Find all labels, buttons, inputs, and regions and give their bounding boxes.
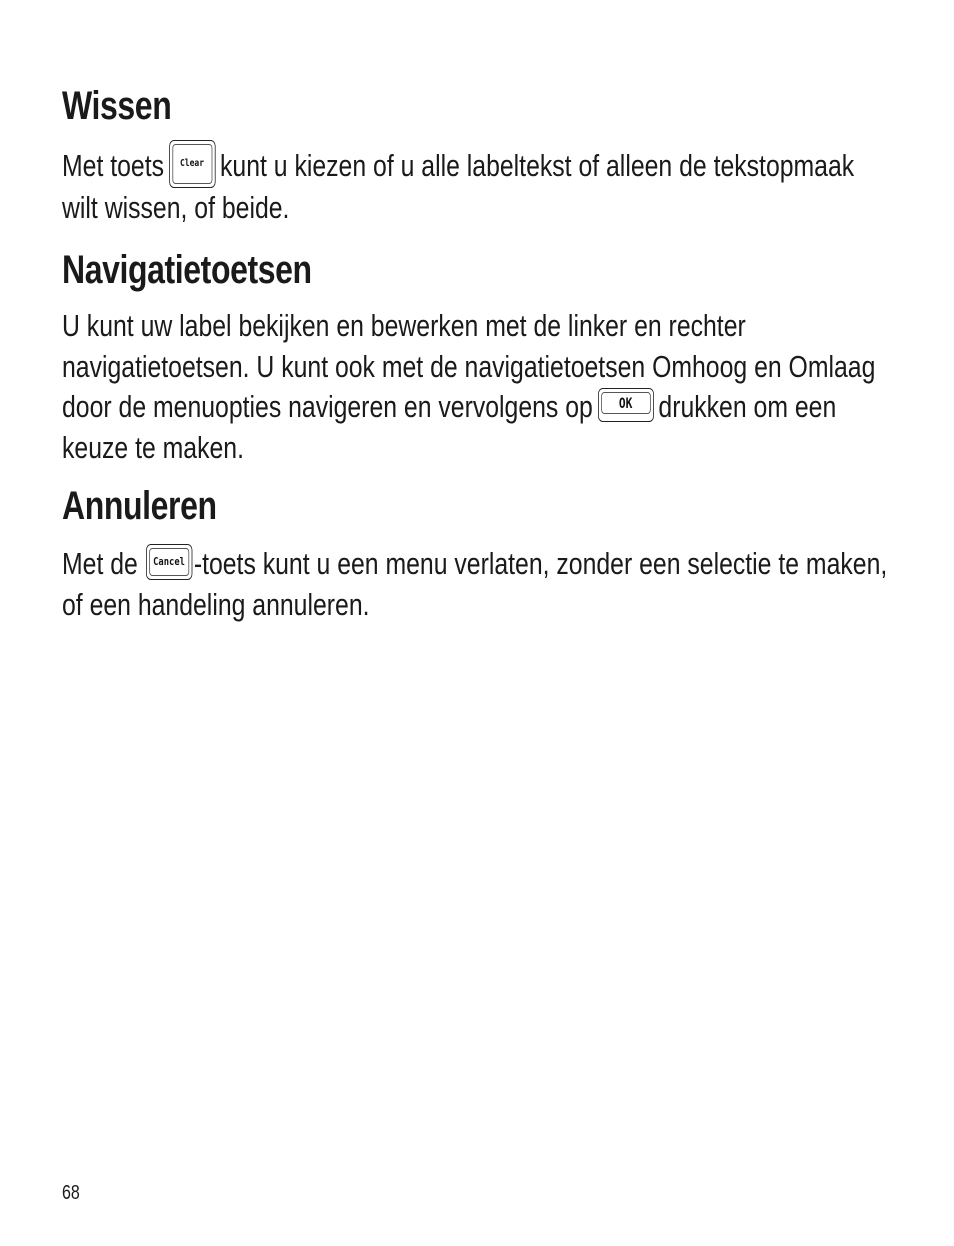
- heading-wissen: Wissen: [62, 84, 172, 128]
- clear-key-icon: Clear: [169, 140, 215, 188]
- cancel-key-icon: Cancel: [146, 544, 192, 580]
- wissen-paragraph-line-2: wilt wissen, of beide.: [62, 189, 290, 225]
- section-wissen: [62, 84, 922, 228]
- section-navigatietoetsen: [62, 248, 922, 468]
- navigatie-paragraph-line-4: keuze te maken.: [62, 429, 244, 465]
- ok-key-icon: OK: [598, 388, 654, 422]
- annuleren-paragraph-line-1: Met de Cancel -toets kunt u een menu verlaten, zonder een selectie te maken,: [62, 544, 922, 585]
- navigatie-paragraph-line-1: U kunt uw label bekijken en bewerken met de linker en rechter: [62, 308, 746, 343]
- annuleren-paragraph-line-2: of een handeling annuleren.: [62, 586, 370, 622]
- page-number: 68: [62, 1182, 80, 1204]
- navigatie-paragraph-line-3: door de menuopties navigeren en vervolgens op OK drukken om een: [62, 389, 837, 424]
- wissen-paragraph-line-1: Met toets Clear kunt u kiezen of u alle labeltekst of alleen de tekstopmaak: [62, 146, 922, 188]
- navigatie-paragraph-line-2: navigatietoetsen. U kunt ook met de navigatietoetsen Omhoog en Omlaag: [62, 348, 876, 384]
- heading-navigatietoetsen: Navigatietoetsen: [62, 248, 312, 292]
- section-annuleren: [62, 484, 922, 625]
- heading-annuleren: Annuleren: [62, 484, 217, 528]
